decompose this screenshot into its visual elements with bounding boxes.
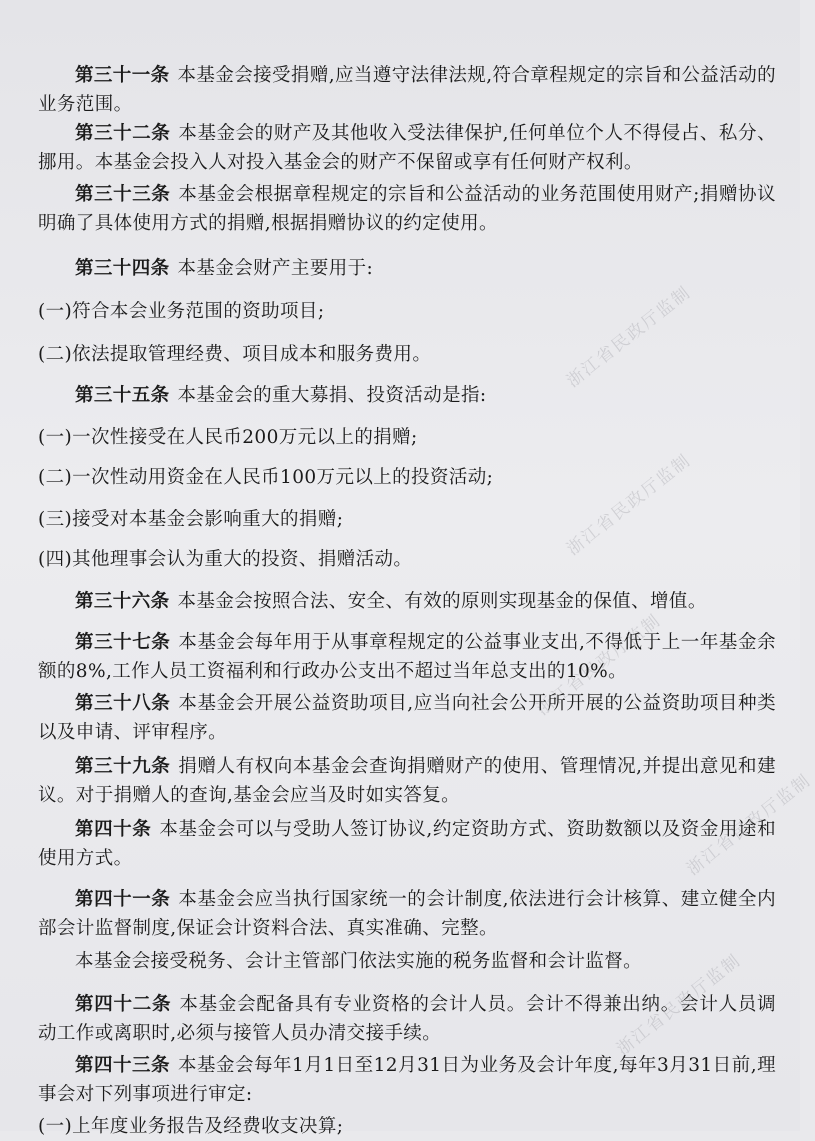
watermark: 浙江省民政厅监制 (563, 450, 696, 560)
article-32: 第三十二条 本基金会的财产及其他收入受法律保护,任何单位个人不得侵占、私分、挪用。本基金会投入人对投入基金会的财产不保留或享有任何财产权利。 (38, 123, 776, 173)
article-33: 第三十三条 本基金会根据章程规定的宗旨和公益活动的业务范围使用财产;捐赠协议明确了具体使用方式的捐赠,根据捐赠协议的约定使用。 (38, 184, 776, 234)
article-42: 第四十二条 本基金会配备具有专业资格的会计人员。会计不得兼出纳。会计人员调动工作或离职时,必须与接管人员办清交接手续。 (38, 994, 776, 1044)
list-item: (一)符合本会业务范围的资助项目; (38, 301, 325, 322)
article-41: 第四十一条 本基金会应当执行国家统一的会计制度,依法进行会计核算、建立健全内部会计监督制度,保证会计资料合法、真实准确、完整。 (38, 889, 776, 939)
article-37: 第三十七条 本基金会每年用于从事章程规定的公益事业支出,不得低于上一年基金余额的8%,工作人员工资福利和行政办公支出不超过当年总支出的10%。 (38, 632, 776, 682)
list-item: (二)依法提取管理经费、项目成本和服务费用。 (38, 344, 432, 365)
watermark: 浙江省民政厅监制 (533, 610, 666, 720)
watermark: 浙江省民政厅监制 (683, 770, 815, 880)
list-item: (四)其他理事会认为重大的投资、捐赠活动。 (38, 549, 413, 570)
list-item: (二)一次性动用资金在人民币100万元以上的投资活动; (38, 467, 494, 488)
watermark: 浙江省民政厅监制 (613, 950, 746, 1060)
paragraph: 本基金会接受税务、会计主管部门依法实施的税务监督和会计监督。 (75, 951, 643, 972)
list-item: (三)接受对本基金会影响重大的捐赠; (38, 509, 344, 530)
article-39: 第三十九条 捐赠人有权向本基金会查询捐赠财产的使用、管理情况,并提出意见和建议。对于捐赠人的查询,基金会应当及时如实答复。 (38, 756, 776, 806)
list-item: (一)上年度业务报告及经费收支决算; (38, 1116, 344, 1137)
article-34: 第三十四条 本基金会财产主要用于: (75, 258, 374, 279)
watermark: 浙江省民政厅监制 (563, 282, 696, 392)
list-item: (一)一次性接受在人民币200万元以上的捐赠; (38, 427, 418, 448)
article-31: 第三十一条 本基金会接受捐赠,应当遵守法律法规,符合章程规定的宗旨和公益活动的业务范围。 (38, 65, 776, 115)
article-38: 第三十八条 本基金会开展公益资助项目,应当向社会公开所开展的公益资助项目种类以及申请、评审程序。 (38, 693, 776, 743)
article-43: 第四十三条 本基金会每年1月1日至12月31日为业务及会计年度,每年3月31日前,理事会对下列事项进行审定: (38, 1055, 776, 1105)
article-40: 第四十条 本基金会可以与受助人签订协议,约定资助方式、资助数额以及资金用途和使用方式。 (38, 819, 776, 869)
article-36: 第三十六条 本基金会按照合法、安全、有效的原则实现基金的保值、增值。 (75, 591, 707, 612)
article-35: 第三十五条 本基金会的重大募捐、投资活动是指: (75, 385, 487, 406)
